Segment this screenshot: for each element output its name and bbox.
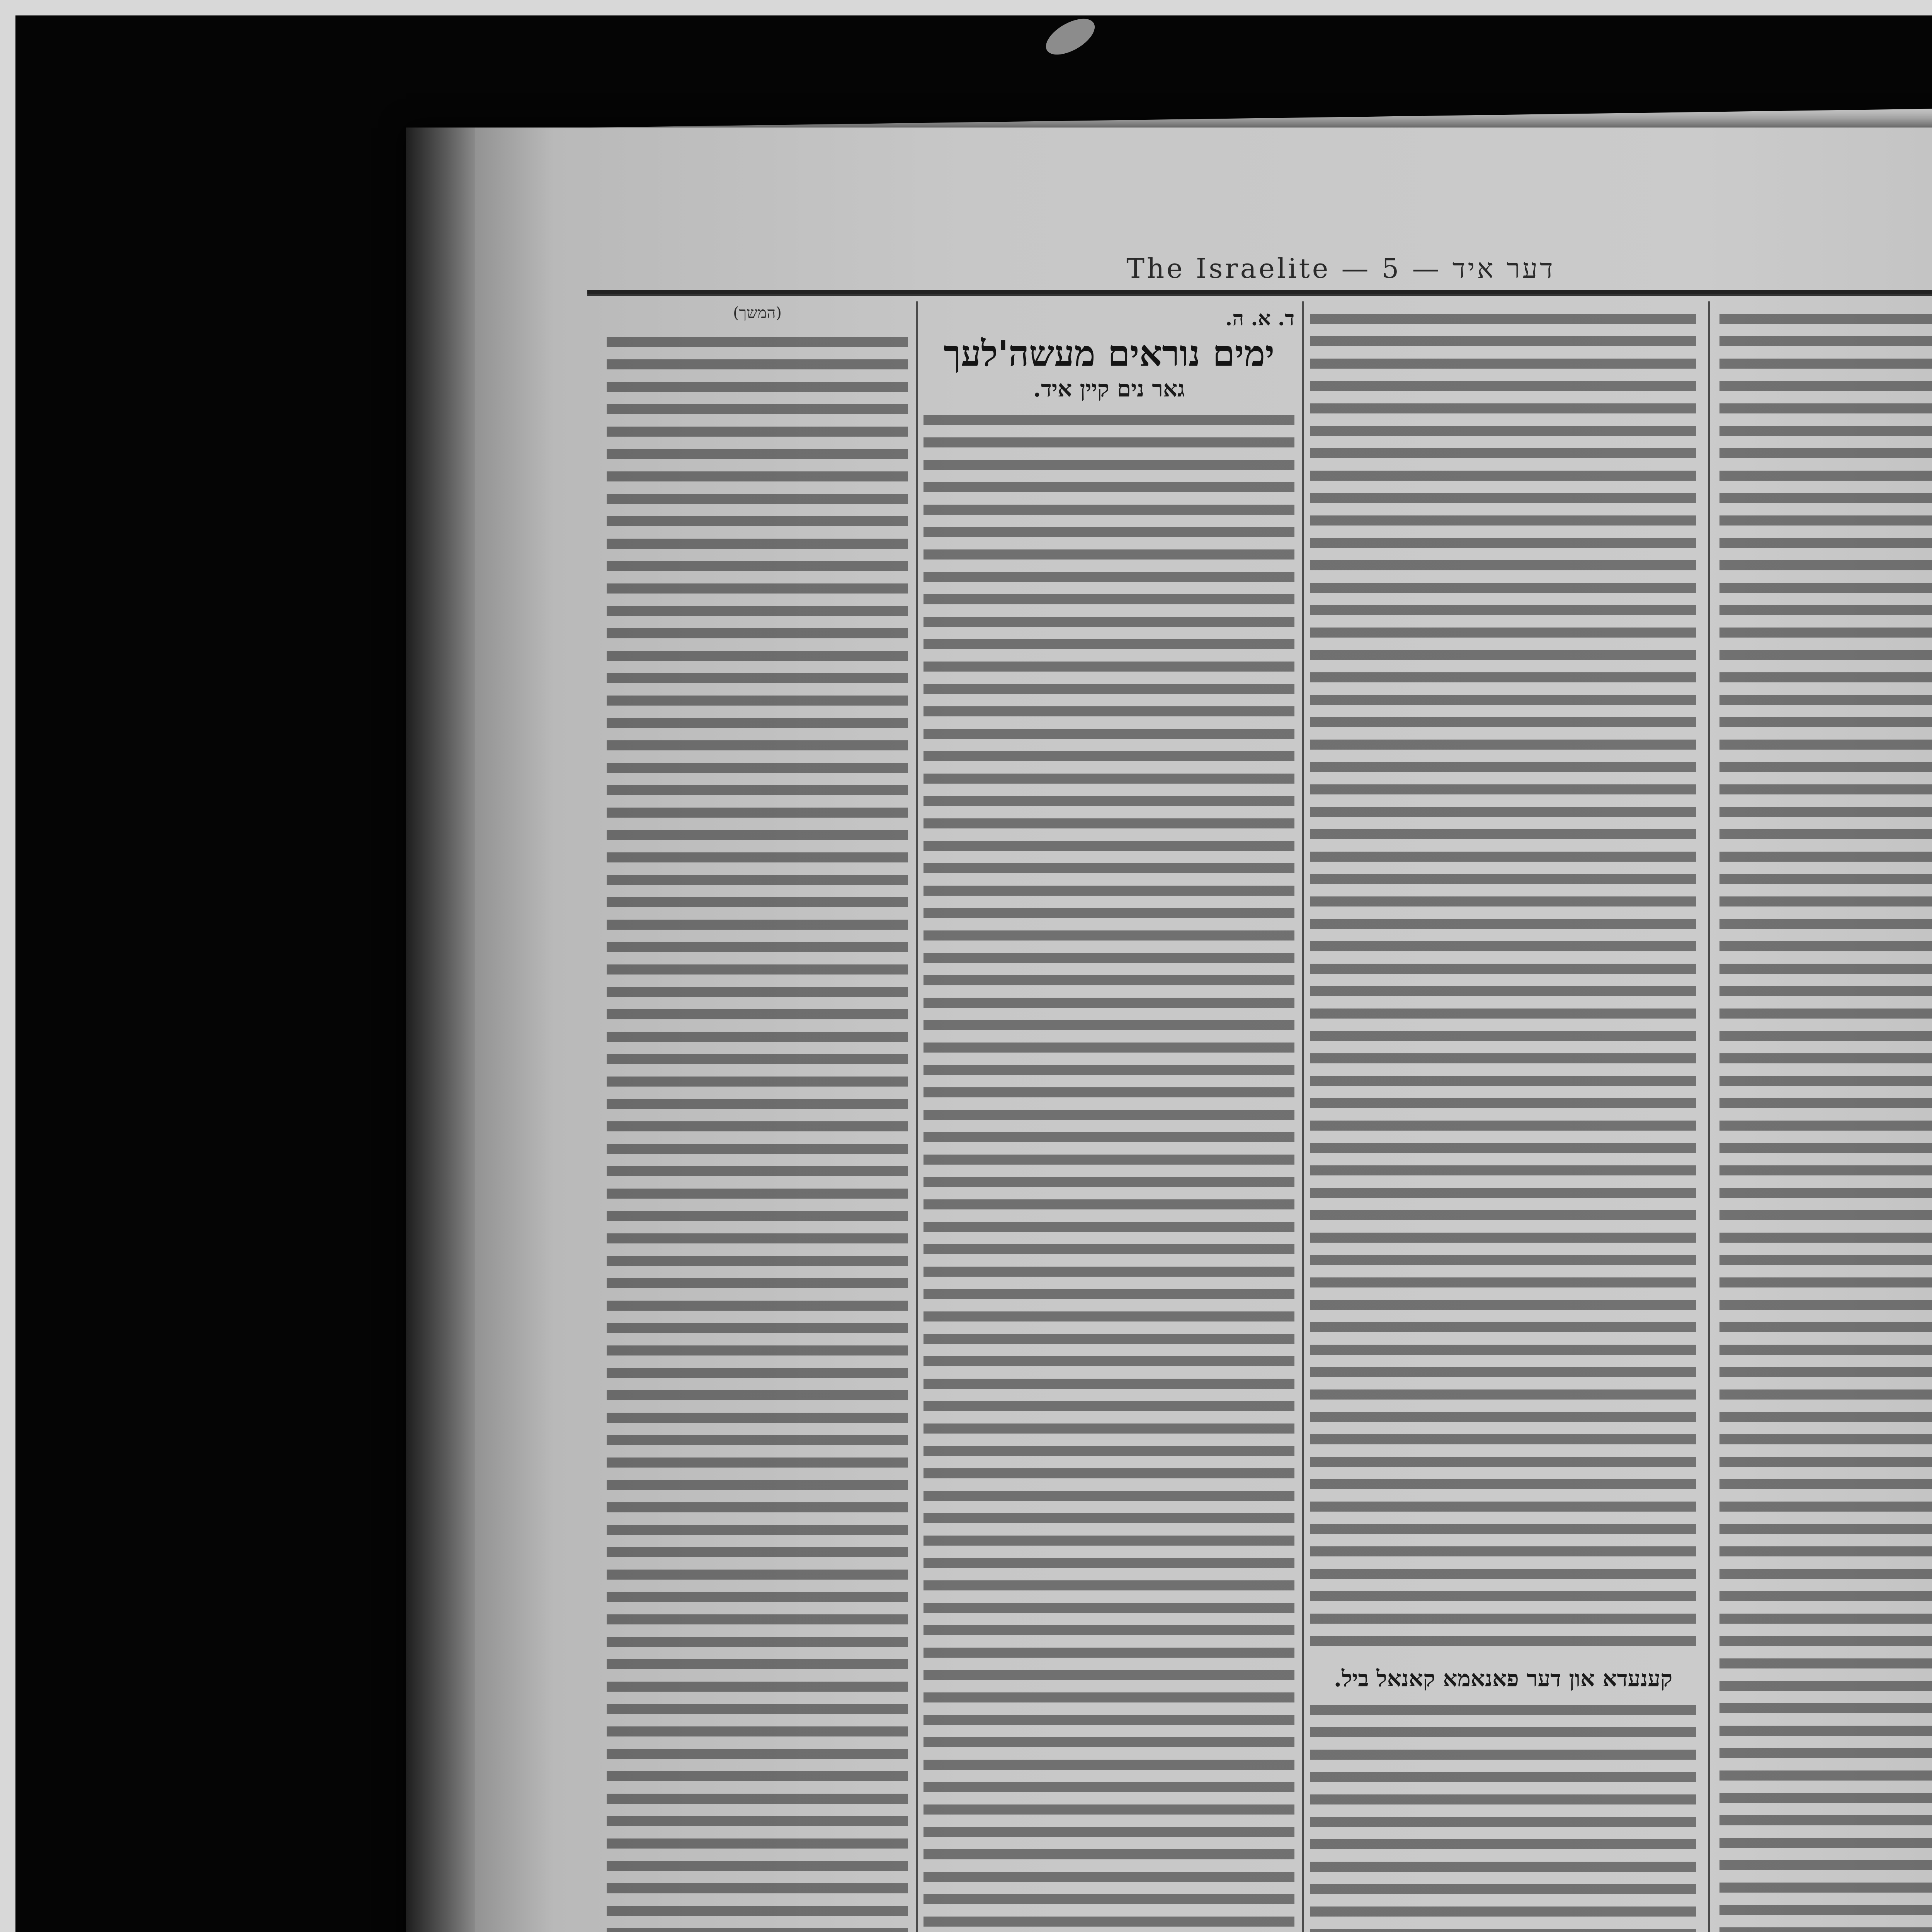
article-title-yamim-noraim: ימים נוראים מעשה'לעך (943, 333, 1275, 374)
column-3 (923, 301, 1294, 1932)
article-title-canada-panama: קענעדא און דער פאנאמא קאנאל ביל. (1333, 1665, 1673, 1692)
article-subtitle-gor-nit-kein-yid: גאר נים קיין איד. (1033, 376, 1185, 402)
column-2-body-text (1310, 308, 1696, 1649)
column-1-body-text (1719, 308, 1932, 1932)
running-head: The Israelite — 5 — דער איד (1126, 252, 1555, 284)
column-3-body-text (923, 410, 1294, 1932)
page-header (587, 247, 1932, 295)
header-rule (587, 294, 1932, 296)
column-rule-3 (916, 301, 918, 1932)
byline-dah: ד. א. ה. (1225, 307, 1294, 330)
column-5 (591, 301, 908, 1932)
column-rule-1 (1708, 301, 1710, 1932)
column-2 (1310, 301, 1696, 1932)
column-1 (1719, 301, 1932, 1932)
column-2-body-text-2 (1310, 1699, 1696, 1932)
binding-spine (406, 128, 475, 1932)
continuation-label: (המשך) (733, 304, 782, 322)
column-rule-2 (1302, 301, 1304, 1932)
